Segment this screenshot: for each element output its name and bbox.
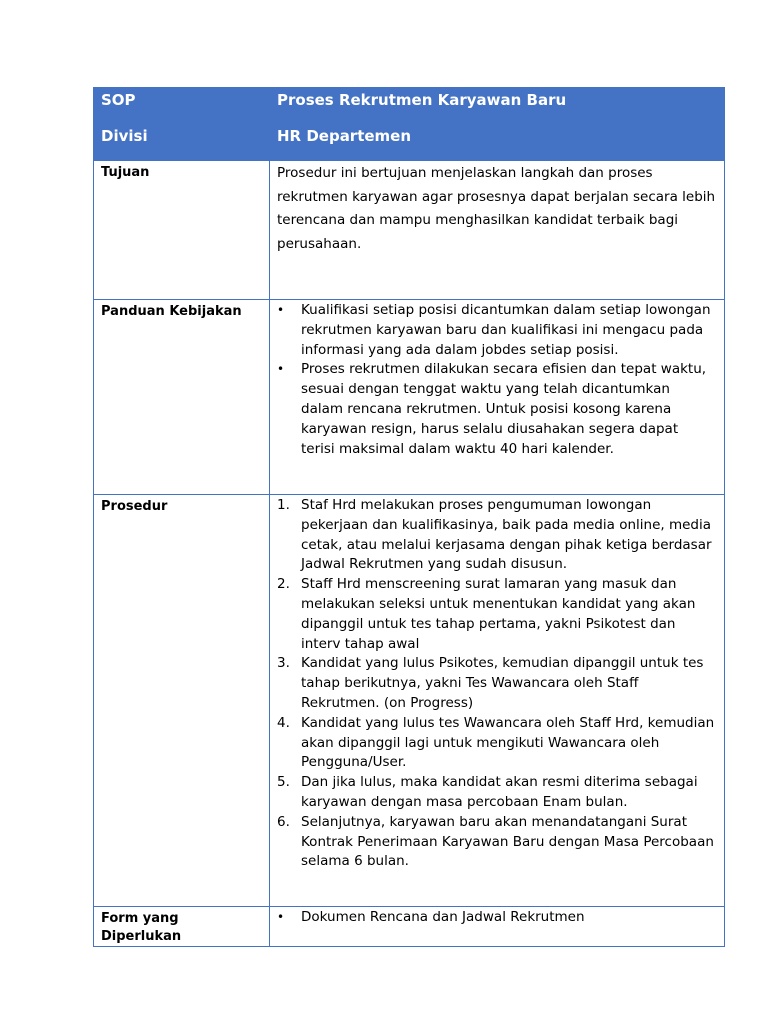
prosedur-list <box>270 495 724 872</box>
tujuan-label: Tujuan <box>101 165 150 180</box>
header-label-cell <box>94 88 270 161</box>
panduan-list <box>270 300 724 459</box>
bullet-icon: • <box>277 910 285 924</box>
form-row <box>94 907 725 947</box>
divisi-value: HR Departemen <box>277 127 412 145</box>
form-label: Form yang Diperlukan <box>101 911 182 944</box>
header-value-cell <box>270 88 725 161</box>
bullet-icon: • <box>277 362 285 377</box>
sop-title: Proses Rekrutmen Karyawan Baru <box>277 91 567 109</box>
list-item: • Dokumen Rencana dan Jadwal Rekrutmen <box>277 908 716 928</box>
list-item: • Kualifikasi setiap posisi dicantumkan dalam setiap lowongan rekrutmen karyawan baru dan kualifikasi ini mengacu pada informasi yang ada dalam jobdes setiap posisi. <box>277 302 711 358</box>
panduan-label: Panduan Kebijakan <box>101 304 242 319</box>
sop-header-row <box>94 88 725 161</box>
sop-table <box>93 87 725 947</box>
list-item: 2. Staff Hrd menscreening surat lamaran yang masuk dan melakukan seleksi untuk menentukan kandidat yang akan dipanggil untuk tes tahap pertama, yakni Psikotest dan interv tahap awal <box>277 576 696 652</box>
panduan-row <box>94 300 725 495</box>
divisi-label: Divisi <box>101 127 148 145</box>
sop-label: SOP <box>101 91 136 109</box>
prosedur-label: Prosedur <box>101 499 168 514</box>
tujuan-row <box>94 161 725 300</box>
list-item: • Proses rekrutmen dilakukan secara efisien dan tepat waktu, sesuai dengan tenggat waktu yang telah dicantumkan dalam rencana rekrutmen. Untuk posisi kosong karena karyawan resign, harus selalu diusahakan segera dapat terisi maksimal dalam waktu 40 hari kalender. <box>277 361 707 457</box>
form-list <box>270 907 724 928</box>
list-item: 1. Staf Hrd melakukan proses pengumuman lowongan pekerjaan dan kualifikasinya, baik pada media online, media cetak, atau melalui kerjasama dengan pihak ketiga berdasar Jadwal Rekrutmen yang sudah disusun. <box>277 497 712 573</box>
list-item: 3. Kandidat yang lulus Psikotes, kemudian dipanggil untuk tes tahap berikutnya, yakni Tes Wawancara oleh Staff Rekrutmen. (on Progress) <box>277 655 704 711</box>
tujuan-text: Prosedur ini bertujuan menjelaskan langkah dan proses rekrutmen karyawan agar prosesnya dapat berjalan secara lebih terencana dan mampu menghasilkan kandidat terbaik bagi perusahaan. <box>277 165 716 252</box>
bullet-icon: • <box>277 303 285 317</box>
list-item: 5. Dan jika lulus, maka kandidat akan resmi diterima sebagai karyawan dengan masa percobaan Enam bulan. <box>277 774 698 810</box>
list-item: 6. Selanjutnya, karyawan baru akan menandatangani Surat Kontrak Penerimaan Karyawan Baru dengan Masa Percobaan selama 6 bulan. <box>277 813 714 870</box>
prosedur-row <box>94 495 725 907</box>
list-item: 4. Kandidat yang lulus tes Wawancara oleh Staff Hrd, kemudian akan dipanggil lagi untuk mengikuti Wawancara oleh Pengguna/User. <box>277 714 715 771</box>
